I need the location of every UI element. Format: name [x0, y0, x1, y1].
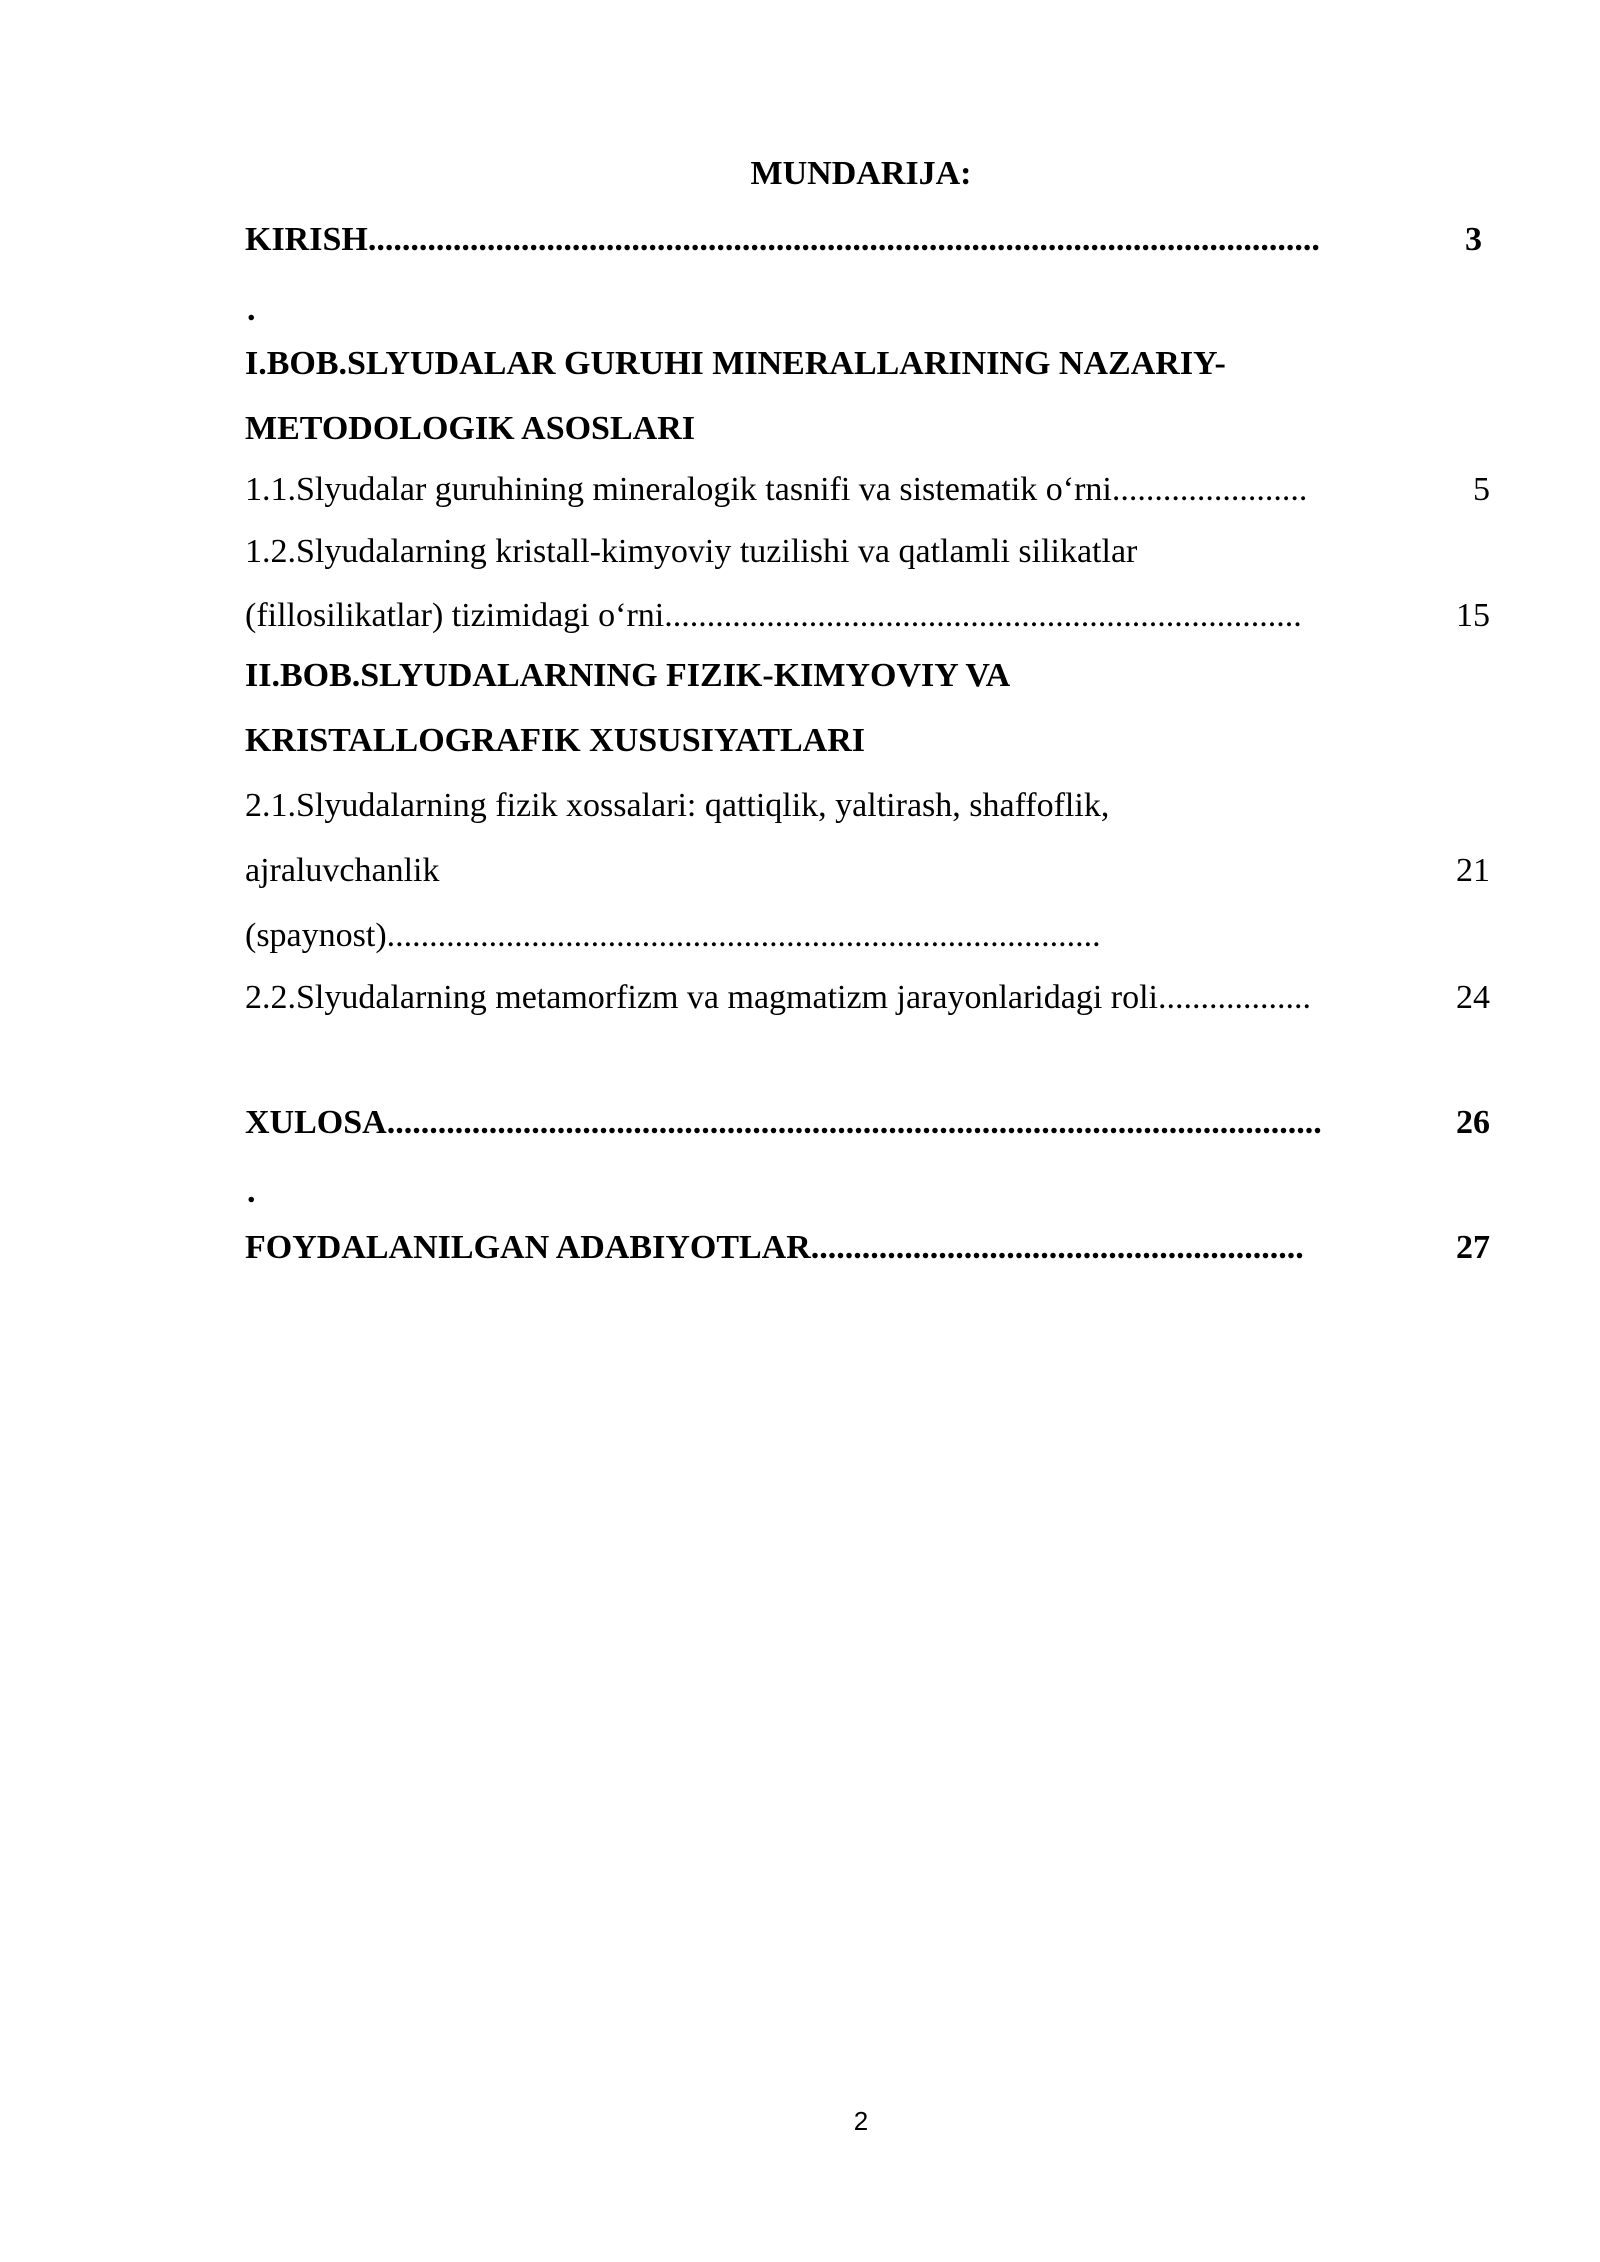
toc-entry-chapter-1-line-1: I.BOB.SLYUDALAR GURUHI MINERALLARINING NAZARIY-: [245, 345, 1226, 382]
toc-entry-section-1-2-line-1: 1.2.Slyudalarning kristall-kimyoviy tuzilishi va qatlamli silikatlar: [245, 533, 1138, 570]
toc-page-kirish: 3: [1465, 221, 1482, 258]
toc-entry-chapter-2-line-2: KRISTALLOGRAFIK XUSUSIYATLARI: [245, 722, 866, 759]
page-number: 2: [853, 2106, 869, 2136]
toc-entry-section-1-1: 1.1.Slyudalar guruhining mineralogik tasnifi va sistematik o‘rni.......................: [245, 471, 1308, 508]
toc-entry-kirish: KIRISH................................................................................................................: [245, 221, 1320, 258]
toc-entry-xulosa: XULOSA..............................................................................................................: [245, 1104, 1322, 1141]
stray-dot-2: .: [247, 1173, 256, 1210]
toc-entry-section-2-2: 2.2.Slyudalarning metamorfizm va magmatizm jarayonlaridagi roli..................: [245, 979, 1312, 1016]
toc-page-xulosa: 26: [1456, 1104, 1490, 1141]
toc-page-section-2-1: 21: [1456, 852, 1490, 889]
toc-page-section-2-2: 24: [1456, 979, 1490, 1016]
toc-page-references: 27: [1456, 1229, 1490, 1266]
toc-entry-references: FOYDALANILGAN ADABIYOTLAR..........................................................: [245, 1229, 1304, 1266]
toc-entry-section-2-1-line-2: ajraluvchanlik: [245, 852, 440, 889]
toc-page-section-1-1: 5: [1473, 471, 1490, 508]
toc-entry-section-2-1-line-3: (spaynost)....................................................................................: [245, 917, 1101, 954]
toc-entry-chapter-1-line-2: METODOLOGIK ASOSLARI: [245, 410, 695, 447]
toc-title: MUNDARIJA:: [750, 155, 972, 192]
toc-entry-chapter-2-line-1: II.BOB.SLYUDALARNING FIZIK-KIMYOVIY VA: [245, 657, 1011, 694]
toc-entry-section-1-2-line-2: (fillosilikatlar) tizimidagi o‘rni...........................................................................: [245, 597, 1302, 634]
stray-dot-1: .: [247, 291, 256, 328]
toc-entry-section-2-1-line-1: 2.1.Slyudalarning fizik xossalari: qattiqlik, yaltirash, shaffoflik,: [245, 787, 1110, 824]
toc-page-section-1-2: 15: [1456, 597, 1490, 634]
